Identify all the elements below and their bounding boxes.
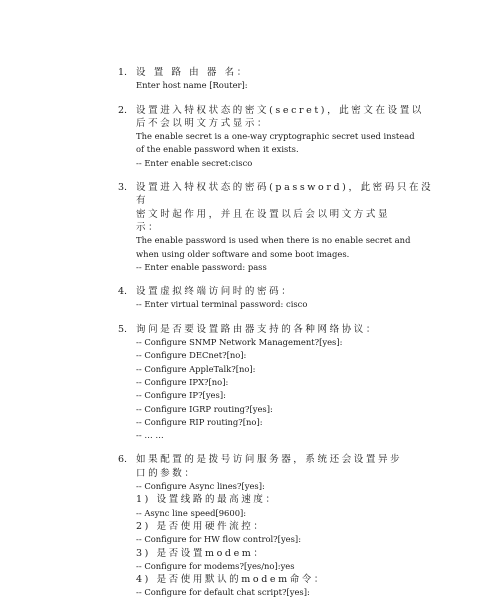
item-number: 1. xyxy=(118,67,128,78)
console-line: -- Configure IPX?[no]: xyxy=(136,376,229,387)
item-number: 5. xyxy=(118,323,128,335)
console-line: -- Configure for modems?[yes/no]:yes xyxy=(136,560,295,571)
item-body xyxy=(136,181,438,274)
setup-steps-list xyxy=(118,66,438,611)
console-line: of the enable password when it exists. xyxy=(136,144,299,155)
description-line: 密文时起作用，并且在设置以后会以明文方式显 xyxy=(136,208,391,220)
item-body xyxy=(136,66,438,93)
list-item xyxy=(118,323,438,443)
item-number: 6. xyxy=(118,454,128,466)
description-line: 3) 是否设置modem： xyxy=(136,547,266,559)
list-item xyxy=(118,285,438,312)
list-item xyxy=(118,181,438,274)
list-item xyxy=(118,453,438,599)
console-line: -- Enter virtual terminal password: cisco xyxy=(136,299,308,310)
description-line: 示： xyxy=(136,221,161,233)
console-line: -- Configure AppleTalk?[no]: xyxy=(136,363,256,374)
list-item xyxy=(118,66,438,93)
item-body xyxy=(136,323,438,443)
description-line: 口的参数： xyxy=(136,467,197,479)
console-line: -- Configure SNMP Network Management?[yes]: xyxy=(136,337,343,348)
description-line: 询问是否要设置路由器支持的各种网络协议： xyxy=(136,323,379,335)
list-item xyxy=(118,104,438,170)
console-line: -- Configure DECnet?[no]: xyxy=(136,350,247,361)
console-line: -- Enter enable secret:cisco xyxy=(136,157,253,168)
console-line: -- Configure Async lines?[yes]: xyxy=(136,481,265,492)
console-line: -- Configure IP?[yes]: xyxy=(136,390,226,401)
item-number: 4. xyxy=(118,286,128,298)
item-body xyxy=(136,104,438,170)
description-line: 如果配置的是拨号访问服务器，系统还会设置异步 xyxy=(136,454,403,466)
item-number: 2. xyxy=(118,104,128,116)
description-line: 2) 是否使用硬件流控： xyxy=(136,520,266,532)
description-line: 设置进入特权状态的密码(password)，此密码只在没有 xyxy=(136,182,434,207)
item-body xyxy=(136,453,438,599)
console-line: -- Enter enable password: pass xyxy=(136,261,267,272)
description-line: 设 置 路 由 器 名： xyxy=(136,67,249,78)
console-line: -- Configure for default chat script?[yes]: xyxy=(136,587,310,598)
console-line: -- Configure for HW flow control?[yes]: xyxy=(136,534,302,545)
console-line: -- Configure RIP routing?[no]: xyxy=(136,416,263,427)
console-line: when using older software and some boot images. xyxy=(136,248,350,259)
console-line: The enable password is used when there is no enable secret and xyxy=(136,235,411,246)
item-body xyxy=(136,285,438,312)
description-line: 4) 是否使用默认的modem命令： xyxy=(136,574,327,586)
console-line: The enable secret is a one-way cryptographic secret used instead xyxy=(136,131,415,142)
console-line: -- Configure IGRP routing?[yes]: xyxy=(136,403,273,414)
item-number: 3. xyxy=(118,182,128,194)
console-line: -- Async line speed[9600]: xyxy=(136,507,247,518)
console-line: Enter host name [Router]: xyxy=(136,80,248,91)
description-line: 后不会以明文方式显示： xyxy=(136,117,270,129)
description-line: 1) 设置线路的最高速度： xyxy=(136,494,278,506)
console-line: -- … … xyxy=(136,430,164,441)
description-line: 设置虚拟终端访问时的密码： xyxy=(136,286,294,298)
description-line: 设置进入特权状态的密文(secret)，此密文在设置以 xyxy=(136,104,424,116)
